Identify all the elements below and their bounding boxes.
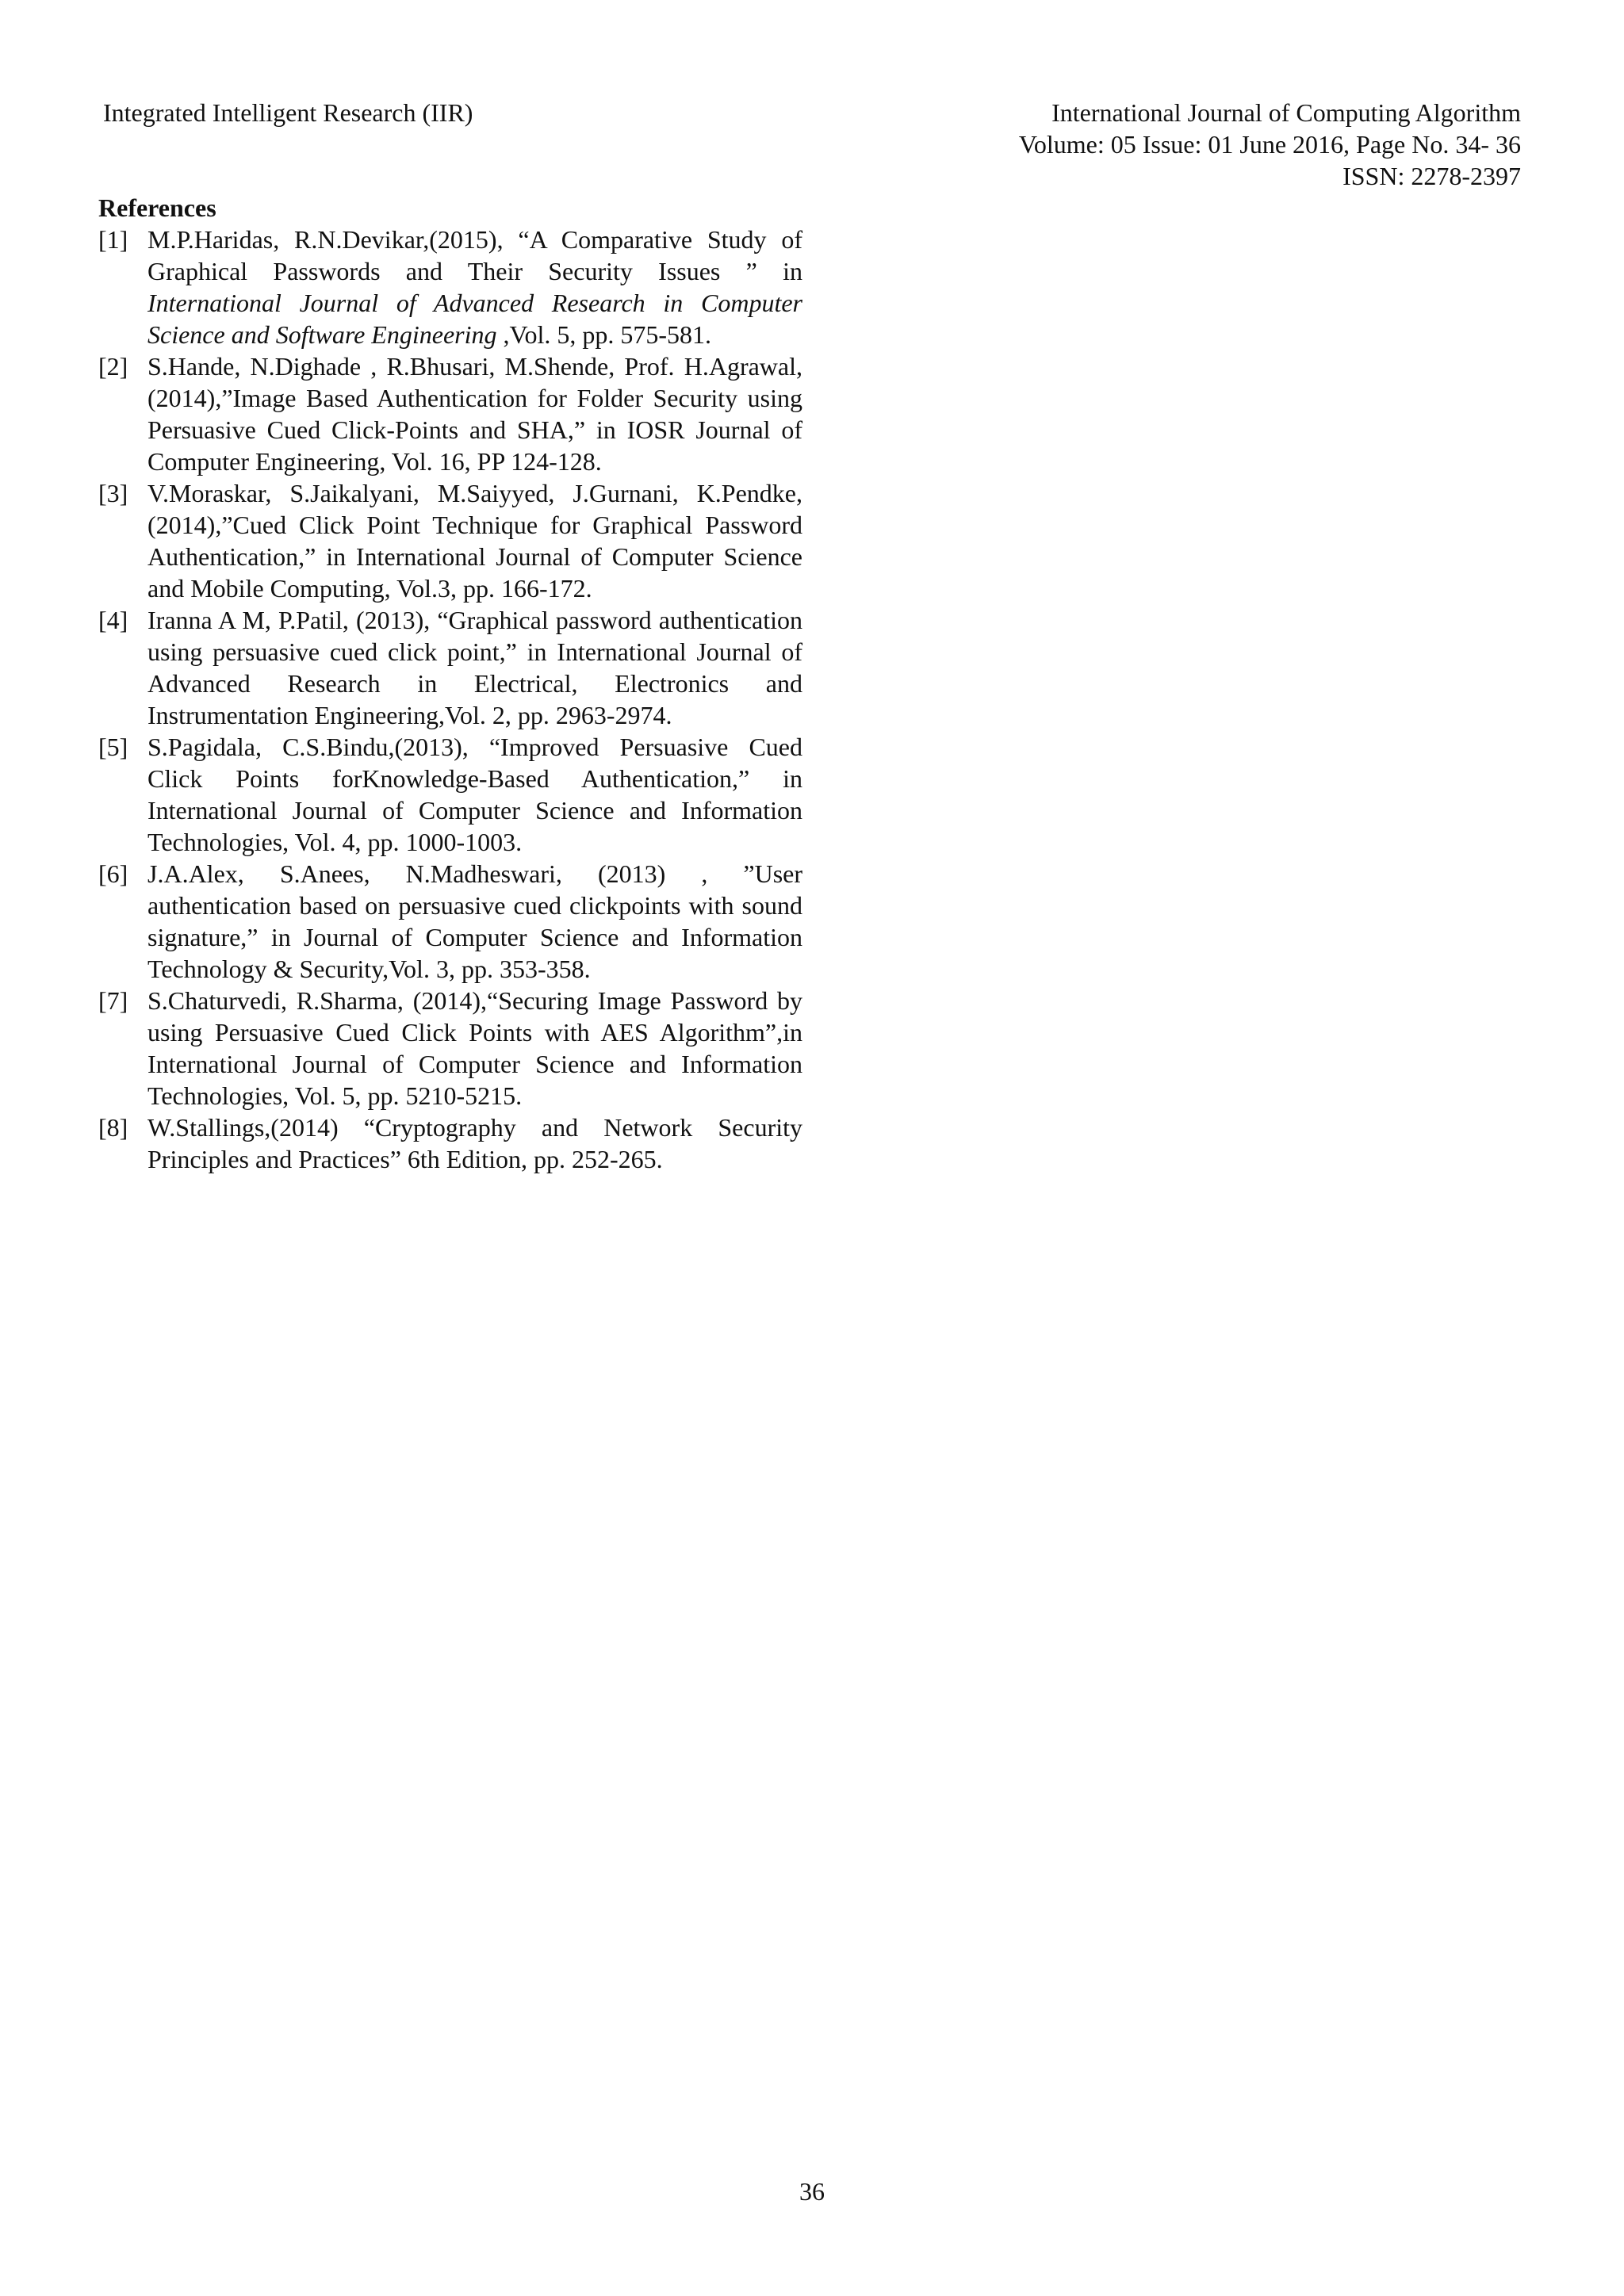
reference-number: [2]	[98, 352, 128, 381]
reference-item	[98, 477, 802, 604]
reference-number: [1]	[98, 225, 128, 254]
reference-authors: M.P.Haridas, R.N.Devikar,(2015),	[147, 225, 519, 254]
reference-text: S.Pagidala, C.S.Bindu,(2013), “Improved Persuasive Cued Click Points forKnowledge-Based Authentication,” in International Journal of Computer Science and Information Technologies, Vol. 4, pp. 1000-1003.	[147, 733, 802, 856]
journal-name: International Journal of Computing Algorithm	[1051, 98, 1521, 127]
running-header-right	[1019, 97, 1521, 192]
reference-item	[98, 858, 802, 985]
reference-item	[98, 604, 802, 731]
reference-number: [5]	[98, 733, 128, 761]
reference-details: ,Vol. 5, pp. 575-581.	[496, 320, 712, 349]
reference-number: [6]	[98, 859, 128, 888]
reference-text: S.Chaturvedi, R.Sharma, (2014),“Securing Image Password by using Persuasive Cued Click Points with AES Algorithm”,in International Journal of Computer Science and Information Technologies, Vol. 5, pp. 5210-5215.	[147, 986, 802, 1110]
reference-number: [4]	[98, 606, 128, 634]
reference-title: “A Comparative Study of Graphical Passwords and Their Security Issues ” in	[147, 225, 802, 285]
reference-text: V.Moraskar, S.Jaikalyani, M.Saiyyed, J.Gurnani, K.Pendke,(2014),”Cued Click Point Technique for Graphical Password Authentication,” in International Journal of Computer Science and Mobile Computing, Vol.3, pp. 166-172.	[147, 479, 802, 603]
reference-item	[98, 985, 802, 1112]
reference-number: [3]	[98, 479, 128, 507]
reference-number: [7]	[98, 986, 128, 1015]
reference-text: W.Stallings,(2014) “Cryptography and Network Security Principles and Practices” 6th Edition, pp. 252-265.	[147, 1113, 802, 1173]
references-section	[98, 192, 802, 1175]
reference-number: [8]	[98, 1113, 128, 1142]
reference-text: J.A.Alex, S.Anees, N.Madheswari, (2013) , ”User authentication based on persuasive cued clickpoints with sound signature,” in Journal of Computer Science and Information Technology & Security,Vol. 3, pp. 353-358.	[147, 859, 802, 983]
volume-issue: Volume: 05 Issue: 01 June 2016, Page No. 34- 36	[1018, 130, 1521, 159]
page-number: 36	[799, 2177, 825, 2206]
reference-venue: International Journal of Advanced Research in Computer Science and Software Engineering	[147, 289, 802, 349]
references-heading: References	[98, 193, 216, 222]
reference-text: Iranna A M, P.Patil, (2013), “Graphical password authentication using persuasive cued click point,” in International Journal of Advanced Research in Electrical, Electronics and Instrumentation Engineering,Vol. 2, pp. 2963-2974.	[147, 606, 802, 729]
reference-item	[98, 350, 802, 477]
running-header-left: Integrated Intelligent Research (IIR)	[103, 98, 473, 127]
reference-item	[98, 224, 802, 350]
issn: ISSN: 2278-2397	[1342, 162, 1521, 190]
reference-text: S.Hande, N.Dighade , R.Bhusari, M.Shende, Prof. H.Agrawal,(2014),”Image Based Authentication for Folder Security using Persuasive Cued Click-Points and SHA,” in IOSR Journal of Computer Engineering, Vol. 16, PP 124-128.	[147, 352, 802, 476]
reference-item	[98, 731, 802, 858]
reference-item	[98, 1112, 802, 1175]
